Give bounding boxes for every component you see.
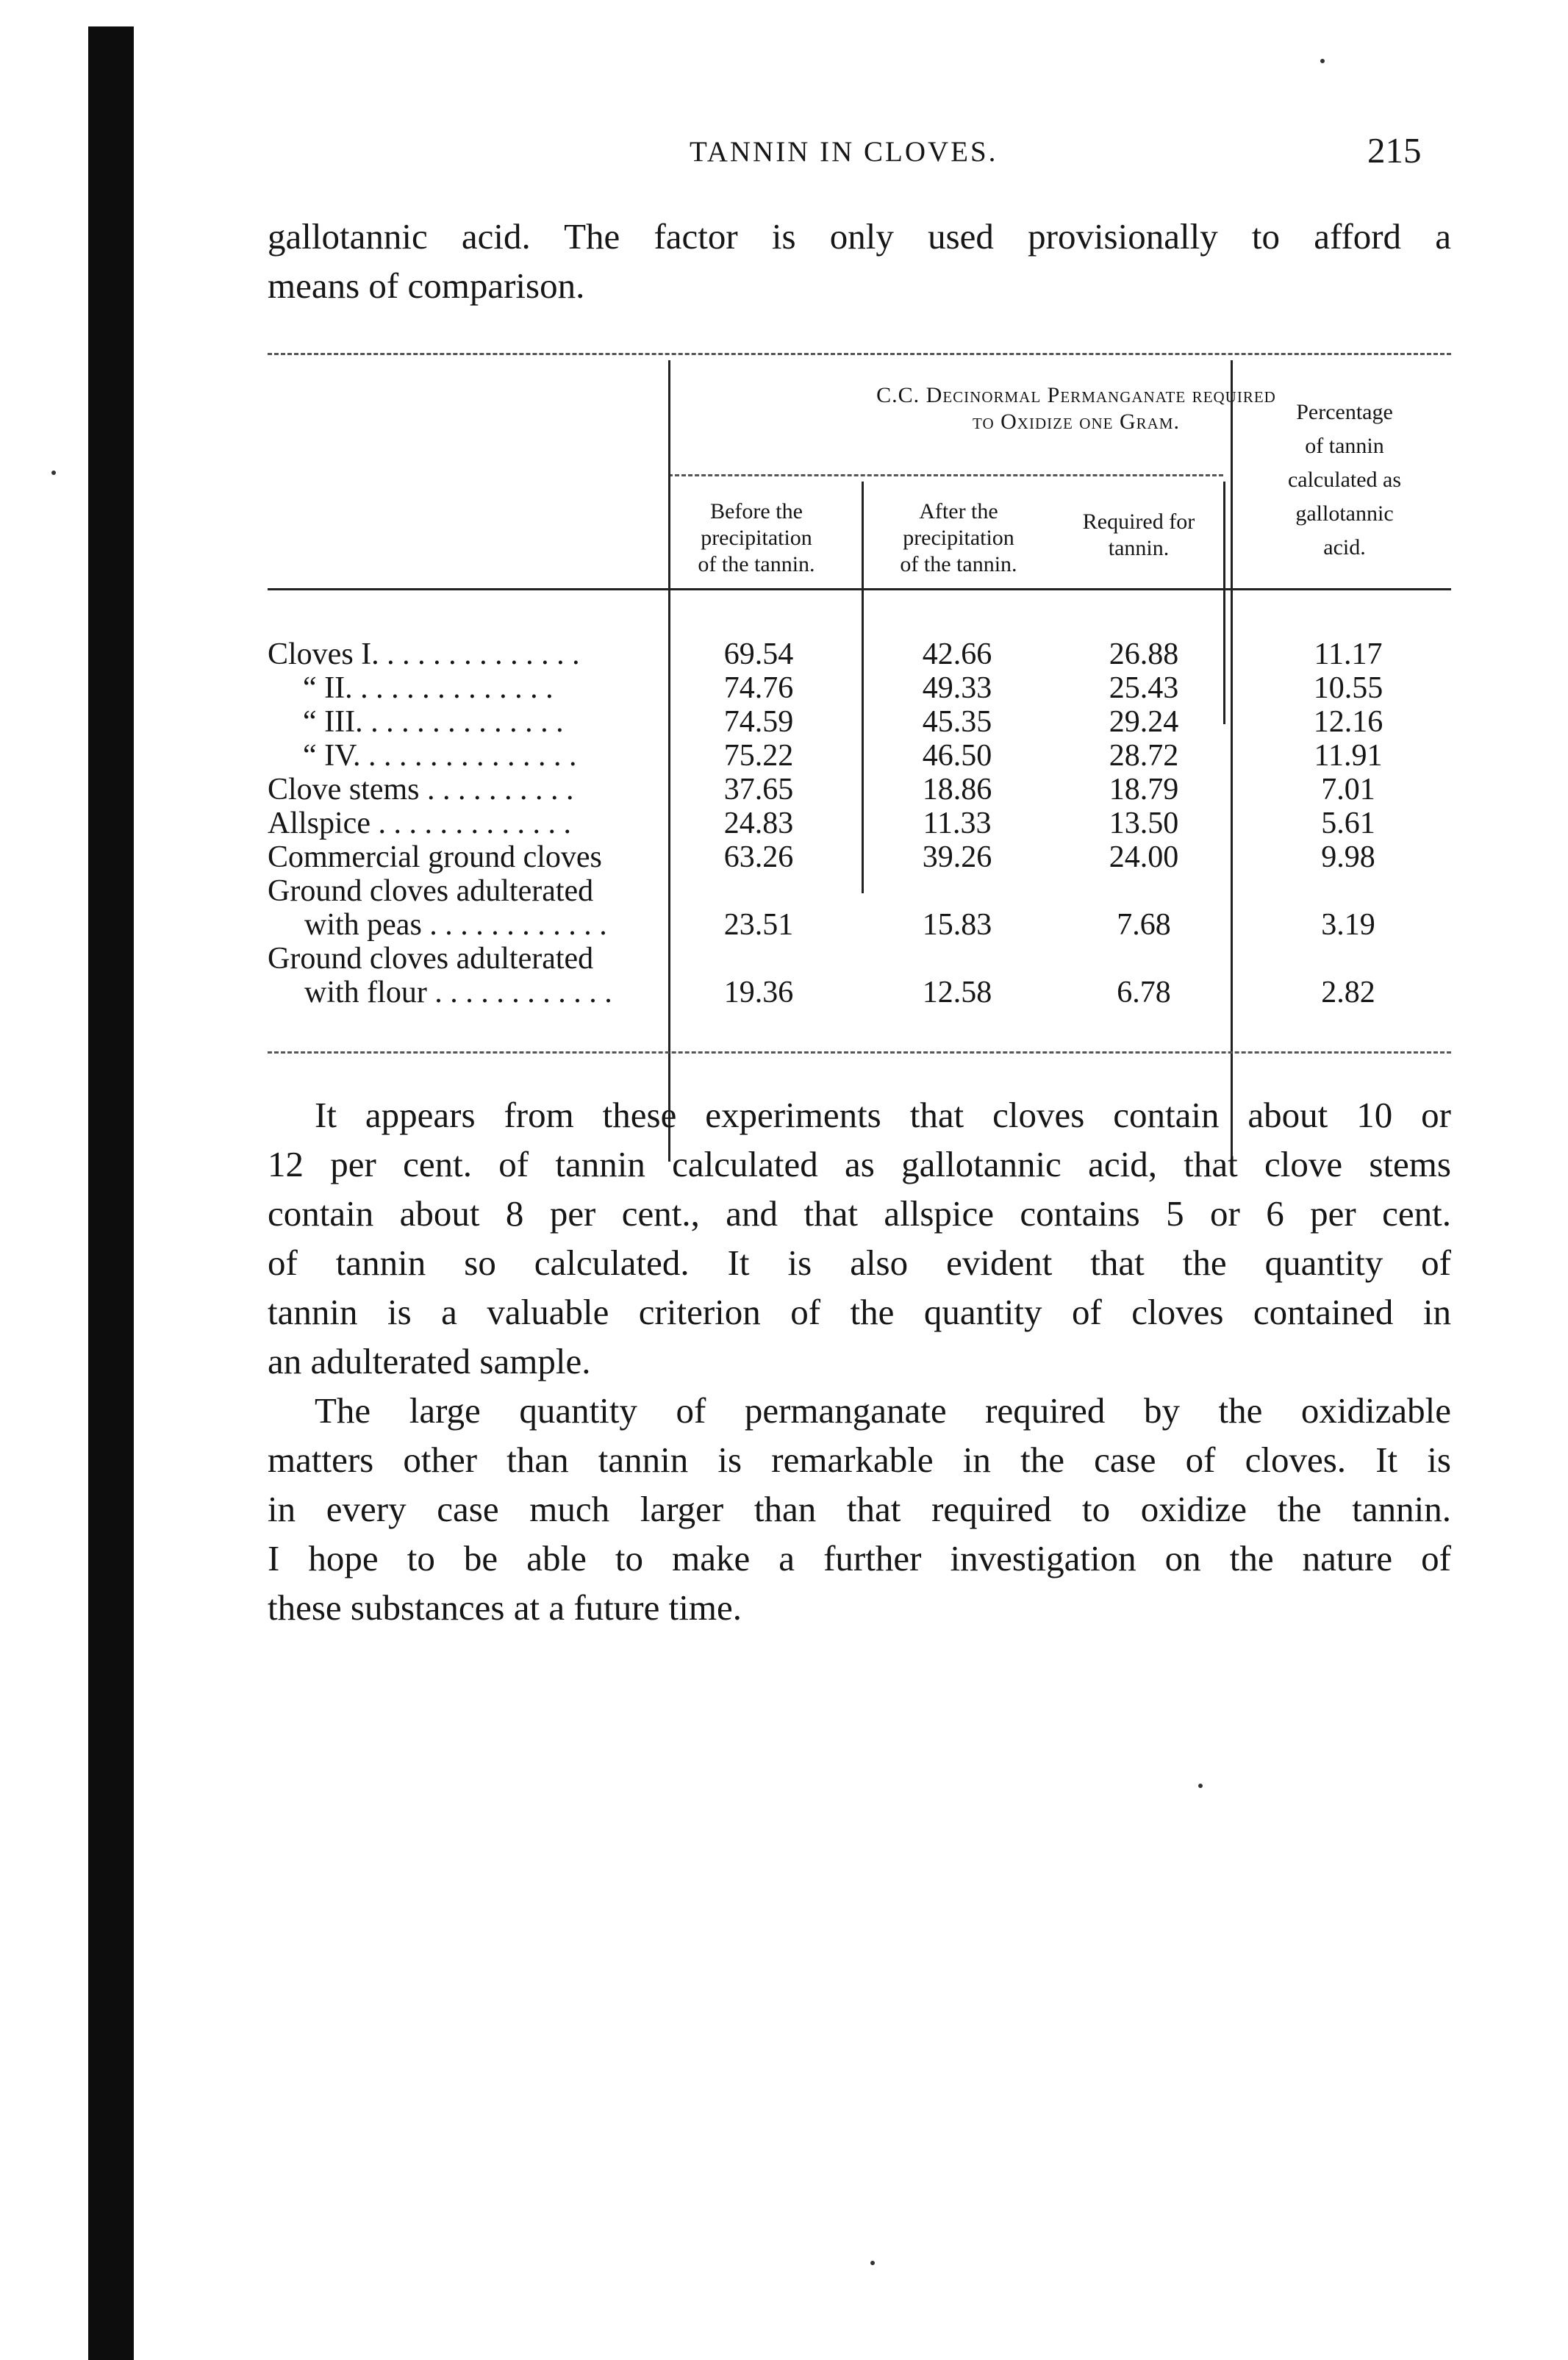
scan-speck — [1320, 59, 1325, 63]
table-bottom-rule — [268, 1051, 1451, 1054]
column-header-before — [665, 498, 848, 578]
table-row — [268, 773, 1451, 807]
cell-before: 23.51 — [723, 908, 794, 942]
table-row — [268, 909, 1451, 942]
cell-required: 18.79 — [1109, 773, 1179, 807]
header-line: Before the — [710, 499, 803, 523]
text-line: an adulterated sample. — [268, 1341, 591, 1381]
text-line: 12 per cent. of tannin calculated as gallotannic acid, that clove stems — [268, 1144, 1451, 1184]
tannin-table — [268, 346, 1451, 1051]
group-header-line: to Oxidize one Gram. — [973, 410, 1180, 434]
book-binding-edge — [88, 26, 134, 2360]
header-line: calculated as — [1287, 468, 1402, 492]
cell-percentage: 7.01 — [1321, 773, 1375, 807]
row-label: Cloves I. . . . . . . . . . . . . . — [268, 637, 580, 671]
cell-required: 24.00 — [1109, 840, 1179, 874]
cell-after: 49.33 — [922, 671, 992, 705]
cell-after: 46.50 — [922, 739, 992, 773]
header-line: gallotannic — [1295, 501, 1394, 526]
cell-required: 7.68 — [1117, 908, 1171, 942]
cell-after: 45.35 — [922, 705, 992, 739]
text-line: of tannin so calculated. It is also evident that the quantity of — [268, 1242, 1451, 1283]
row-label: “ III. . . . . . . . . . . . . . — [303, 705, 564, 739]
scan-speck — [1198, 1784, 1203, 1788]
intro-paragraph — [268, 212, 1451, 310]
cell-required: 29.24 — [1109, 705, 1179, 739]
cell-required: 13.50 — [1109, 807, 1179, 840]
text-line: in every case much larger than that required to oxidize the tannin. — [268, 1489, 1451, 1529]
table-row — [268, 638, 1451, 671]
table-row — [268, 841, 1451, 874]
row-label: with flour . . . . . . . . . . . . — [304, 976, 612, 1009]
header-line: Required for — [1082, 509, 1195, 534]
cell-required: 28.72 — [1109, 739, 1179, 773]
text-line: contain about 8 per cent., and that allspice contains 5 or 6 per cent. — [268, 1193, 1451, 1234]
scan-speck — [51, 471, 56, 475]
cell-percentage: 10.55 — [1313, 671, 1383, 705]
row-label: with peas . . . . . . . . . . . . — [304, 908, 607, 942]
row-label: Clove stems . . . . . . . . . . — [268, 773, 574, 807]
header-line: of the tannin. — [698, 552, 815, 576]
cell-percentage: 11.91 — [1314, 739, 1383, 773]
text-line: these substances at a future time. — [268, 1587, 742, 1628]
cell-after: 11.33 — [923, 807, 992, 840]
cell-percentage: 2.82 — [1321, 976, 1375, 1009]
row-label-line1: Ground cloves adulterated — [268, 942, 594, 976]
column-header-required — [1054, 509, 1223, 562]
text-line: tannin is a valuable criterion of the quantity of cloves contained in — [268, 1292, 1451, 1332]
text-line: The large quantity of permanganate required by the oxidizable — [315, 1390, 1451, 1431]
header-line: of tannin — [1305, 434, 1384, 458]
cell-percentage: 9.98 — [1321, 840, 1375, 874]
cell-before: 63.26 — [723, 840, 794, 874]
paragraph-1 — [268, 1090, 1451, 1386]
row-label: “ II. . . . . . . . . . . . . . — [303, 671, 554, 705]
cell-before: 75.22 — [723, 739, 794, 773]
page-number: 215 — [1367, 130, 1422, 171]
row-label: Allspice . . . . . . . . . . . . . — [268, 807, 571, 840]
header-line: precipitation — [903, 526, 1014, 550]
header-line: of the tannin. — [900, 552, 1017, 576]
cell-percentage: 11.17 — [1314, 637, 1383, 671]
header-line: Percentage — [1296, 400, 1393, 424]
column-header-percentage — [1234, 396, 1455, 565]
row-label-line1: Ground cloves adulterated — [268, 874, 594, 908]
scan-speck — [870, 2261, 875, 2265]
cell-required: 25.43 — [1109, 671, 1179, 705]
cell-before: 74.76 — [723, 671, 794, 705]
cell-before: 37.65 — [723, 773, 794, 807]
paragraph-2 — [268, 1386, 1451, 1632]
table-row — [268, 672, 1451, 705]
table-row — [268, 740, 1451, 773]
cell-after: 39.26 — [922, 840, 992, 874]
cell-after: 12.58 — [922, 976, 992, 1009]
table-top-rule — [268, 353, 1451, 355]
column-header-after — [867, 498, 1050, 578]
cell-percentage: 3.19 — [1321, 908, 1375, 942]
running-head: TANNIN IN CLOVES. — [690, 136, 998, 168]
row-label: Commercial ground cloves — [268, 840, 602, 874]
header-line: After the — [919, 499, 998, 523]
row-label: “ IV. . . . . . . . . . . . . . . — [303, 739, 577, 773]
table-row — [268, 807, 1451, 840]
table-row — [268, 706, 1451, 739]
group-header-rule — [668, 474, 1223, 476]
group-header-line: C.C. Decinormal Permanganate required — [876, 383, 1276, 407]
header-line: precipitation — [701, 526, 812, 550]
cell-after: 42.66 — [922, 637, 992, 671]
cell-before: 69.54 — [723, 637, 794, 671]
cell-required: 6.78 — [1117, 976, 1171, 1009]
header-line: acid. — [1323, 535, 1366, 559]
cell-after: 15.83 — [922, 908, 992, 942]
cell-required: 26.88 — [1109, 637, 1179, 671]
text-line: means of comparison. — [268, 265, 585, 306]
header-bottom-rule — [268, 588, 1451, 590]
text-line: matters other than tannin is remarkable in the case of cloves. It is — [268, 1440, 1451, 1480]
cell-before: 74.59 — [723, 705, 794, 739]
text-line: gallotannic acid. The factor is only used provisionally to afford a — [268, 216, 1451, 257]
cell-after: 18.86 — [922, 773, 992, 807]
table-row — [268, 976, 1451, 1009]
header-line: tannin. — [1108, 536, 1170, 560]
text-line: I hope to be able to make a further investigation on the nature of — [268, 1538, 1451, 1578]
cell-percentage: 12.16 — [1313, 705, 1383, 739]
cell-before: 19.36 — [723, 976, 794, 1009]
cell-before: 24.83 — [723, 807, 794, 840]
cell-percentage: 5.61 — [1321, 807, 1375, 840]
text-line: It appears from these experiments that cloves contain about 10 or — [315, 1095, 1451, 1135]
